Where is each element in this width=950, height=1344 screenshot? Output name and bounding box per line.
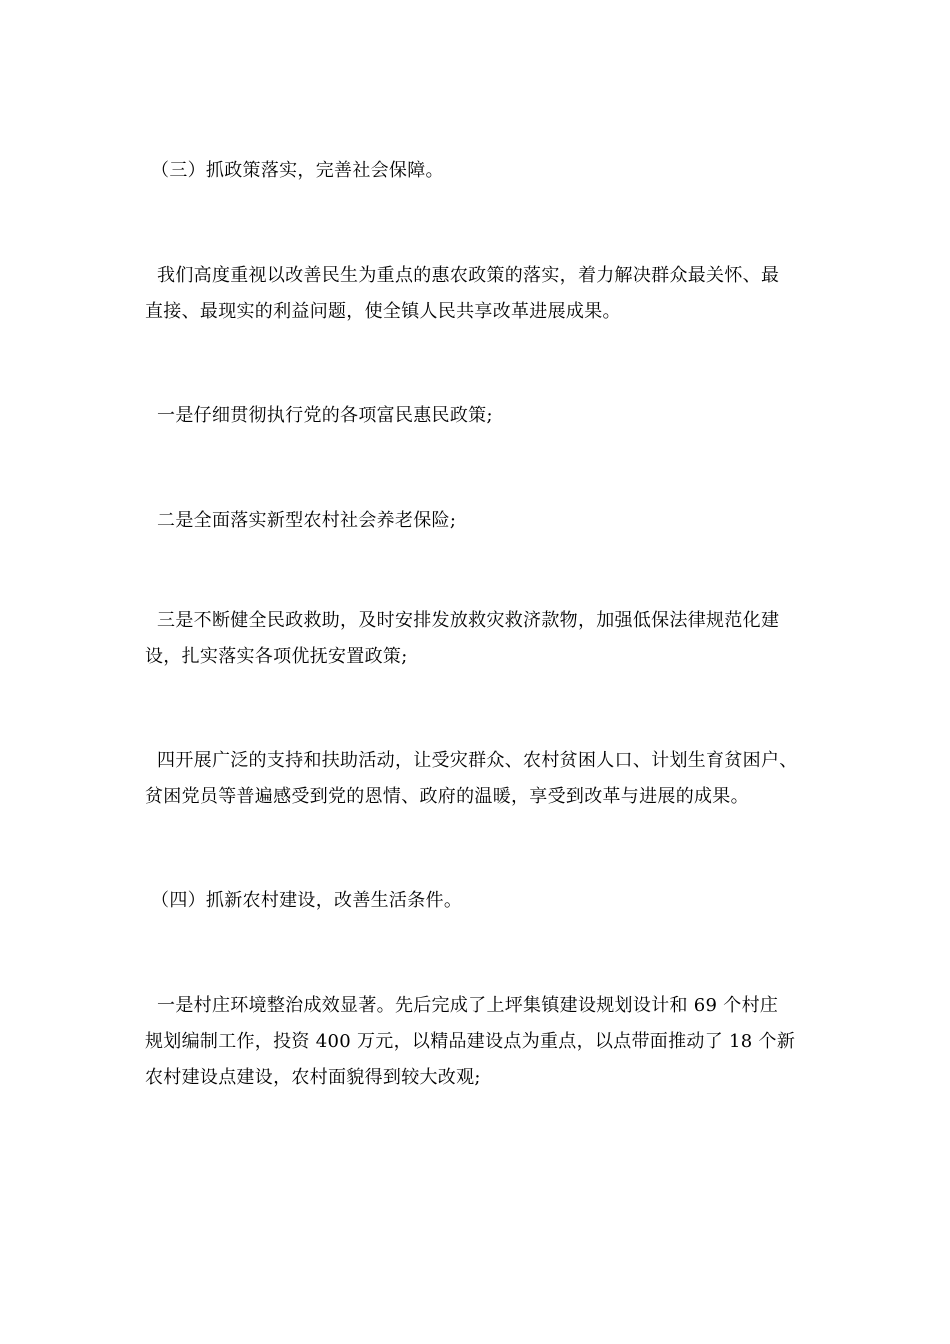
- text-line: 规划编制工作，投资 400 万元，以精品建设点为重点，以点带面推动了 18 个新: [145, 1031, 796, 1052]
- text-line: 直接、最现实的利益问题，使全镇人民共享改革进展成果。: [145, 301, 621, 322]
- text-line: 我们高度重视以改善民生为重点的惠农政策的落实，着力解决群众最关怀、最: [145, 265, 780, 286]
- text-line: 一是仔细贯彻执行党的各项富民惠民政策;: [145, 405, 493, 426]
- text-line: 设，扎实落实各项优抚安置政策;: [145, 646, 408, 667]
- section-heading-4: [145, 883, 810, 919]
- paragraph-livelihood-intro: [145, 258, 810, 330]
- text-line: 三是不断健全民政救助，及时安排发放救灾救济款物，加强低保法律规范化建: [145, 610, 780, 631]
- text-line: 一是村庄环境整治成效显著。先后完成了上坪集镇建设规划设计和 69 个村庄: [145, 995, 779, 1016]
- paragraph-item-3: [145, 603, 810, 675]
- paragraph-item-4: [145, 743, 810, 815]
- paragraph-village-environment: [145, 988, 810, 1096]
- text-line: （四）抓新农村建设，改善生活条件。: [145, 890, 463, 911]
- text-line: 贫困党员等普遍感受到党的恩情、政府的温暖，享受到改革与进展的成果。: [145, 786, 749, 807]
- text-line: 农村建设点建设，农村面貌得到较大改观;: [145, 1067, 481, 1088]
- paragraph-item-2: [145, 503, 810, 539]
- section-heading-3: [145, 153, 810, 189]
- text-line: （三）抓政策落实，完善社会保障。: [145, 160, 444, 181]
- text-line: 二是全面落实新型农村社会养老保险;: [145, 510, 457, 531]
- text-line: 四开展广泛的支持和扶助活动，让受灾群众、农村贫困人口、计划生育贫困户、: [145, 750, 798, 771]
- paragraph-item-1: [145, 398, 810, 434]
